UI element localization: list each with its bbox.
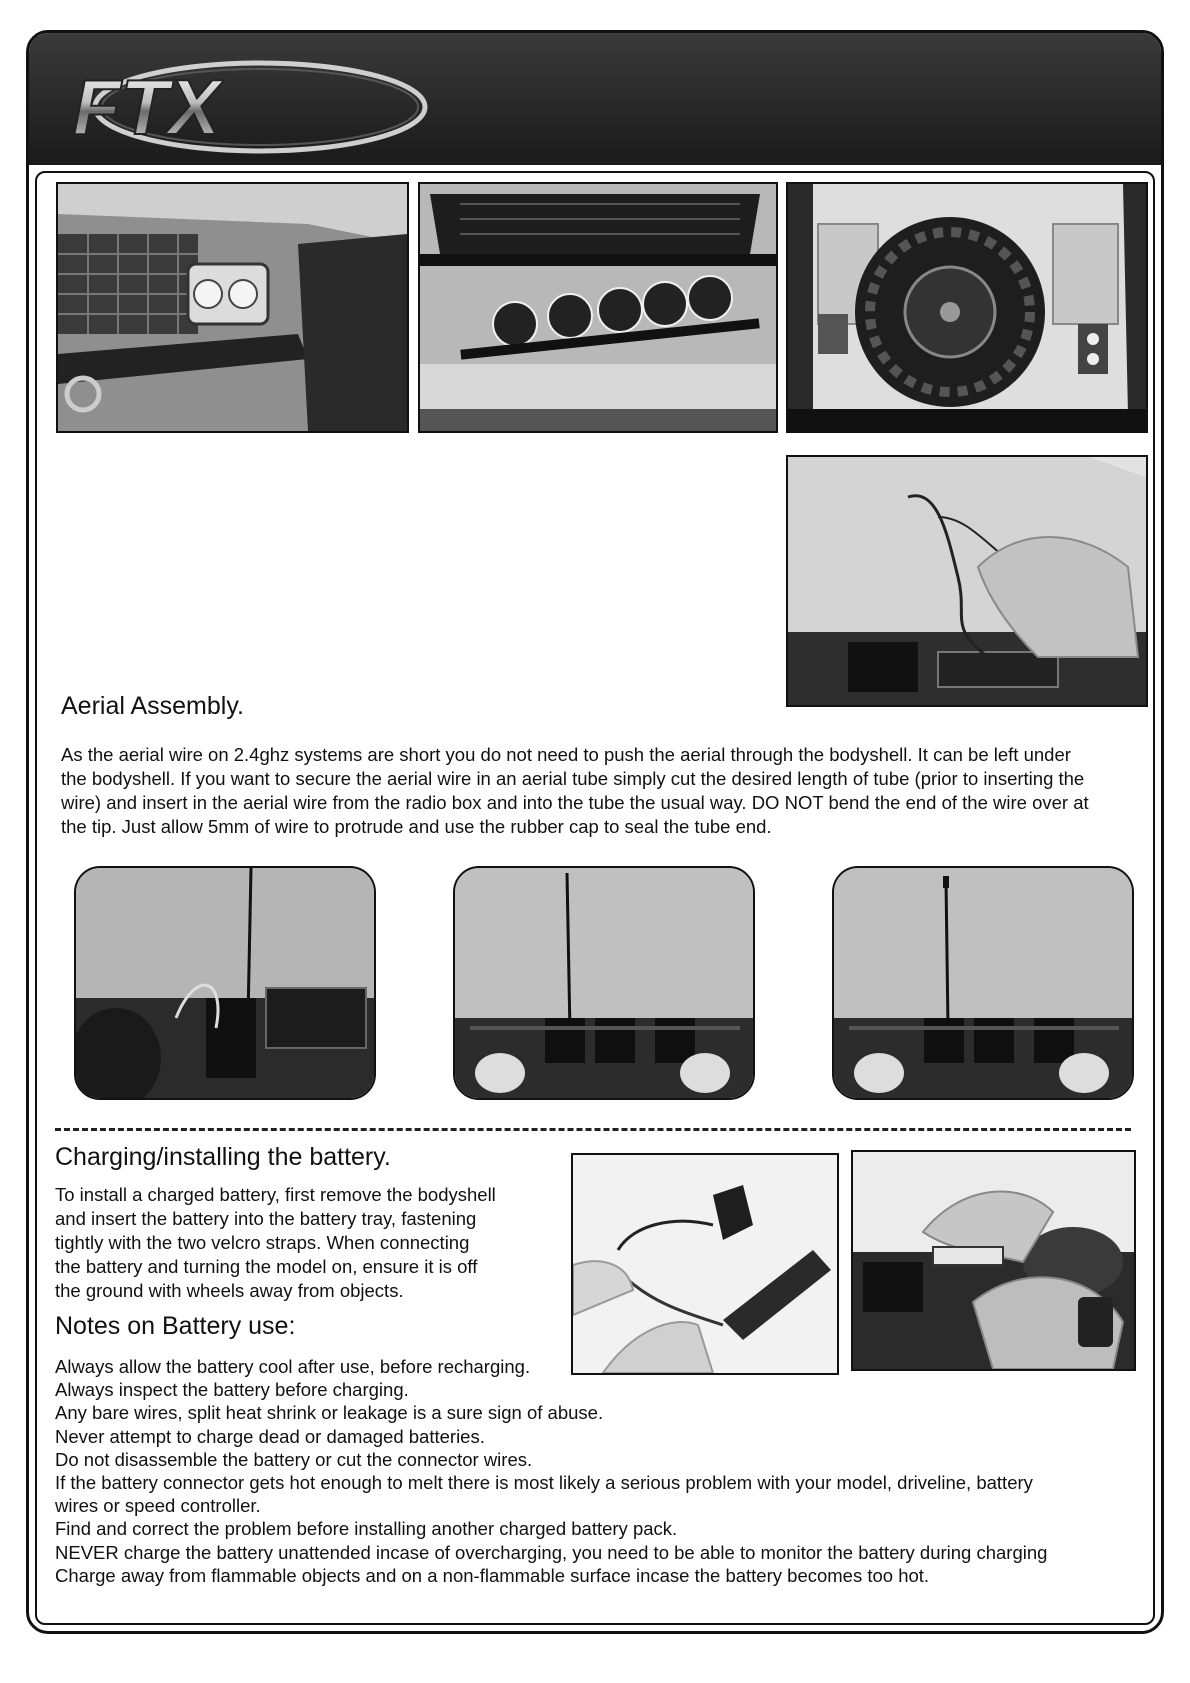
notes-title: Notes on Battery use:: [55, 1312, 296, 1340]
note-item: NEVER charge the battery unattended incase of overcharging, you need to be able to monitor the battery during charging: [55, 1541, 1048, 1563]
note-item: Charge away from flammable objects and on a non-flammable surface incase the battery becomes too hot.: [55, 1564, 930, 1586]
photo-aerial-step-1: [74, 866, 376, 1100]
photo-aerial-wire-hand: [786, 455, 1148, 707]
aerial-line: As the aerial wire on 2.4ghz systems are short you do not need to push the aerial through the bodyshell. It can be left under: [61, 744, 1071, 765]
ftx-logo: [45, 49, 435, 159]
note-item: Any bare wires, split heat shrink or leakage is a sure sign of abuse.: [55, 1402, 604, 1424]
aerial-title: Aerial Assembly.: [61, 692, 244, 720]
note-item: Always allow the battery cool after use, before recharging.: [55, 1356, 531, 1377]
aerial-paragraph: [61, 743, 1089, 839]
note-item: If the battery connector gets hot enough to melt there is most likely a serious problem with your model, driveline, battery: [55, 1472, 1033, 1494]
header-band: [29, 33, 1161, 165]
charging-line: To install a charged battery, first remove the bodyshell: [55, 1184, 496, 1205]
aerial-line: wire) and insert in the aerial wire from the radio box and into the tube the usual way. DO NOT bend the end of the wire over at: [61, 792, 1089, 813]
note-item: Never attempt to charge dead or damaged batteries.: [55, 1425, 485, 1447]
photo-connecting-battery: [851, 1150, 1136, 1371]
charging-line: and insert the battery into the battery tray, fastening: [55, 1208, 477, 1229]
note-item: Find and correct the problem before installing another charged battery pack.: [55, 1518, 678, 1540]
photo-aerial-step-2: [453, 866, 755, 1100]
logo-text: FTX: [73, 63, 221, 151]
photo-front-lights: [56, 182, 409, 433]
note-item: Always inspect the battery before charging.: [55, 1379, 409, 1401]
note-item: Do not disassemble the battery or cut the connector wires.: [55, 1448, 533, 1470]
aerial-line: the bodyshell. If you want to secure the aerial wire in an aerial tube simply cut the desired length of tube (prior to inserting the: [61, 768, 1085, 789]
photo-roof-rack-lights: [418, 182, 778, 433]
charging-paragraph: [55, 1183, 496, 1303]
note-item: wires or speed controller.: [55, 1495, 261, 1517]
photo-charger-battery: [571, 1153, 839, 1375]
charging-line: the battery and turning the model on, ensure it is off: [55, 1256, 478, 1277]
photo-aerial-step-3: [832, 866, 1134, 1100]
charging-line: tightly with the two velcro straps. When connecting: [55, 1232, 470, 1253]
charging-line: the ground with wheels away from objects.: [55, 1280, 404, 1301]
charging-title: Charging/installing the battery.: [55, 1143, 391, 1171]
section-divider: [55, 1128, 1131, 1131]
aerial-line: the tip. Just allow 5mm of wire to protrude and use the rubber cap to seal the tube end.: [61, 816, 772, 837]
photo-rear-spare-wheel: [786, 182, 1148, 433]
notes-list: [55, 1355, 1047, 1587]
